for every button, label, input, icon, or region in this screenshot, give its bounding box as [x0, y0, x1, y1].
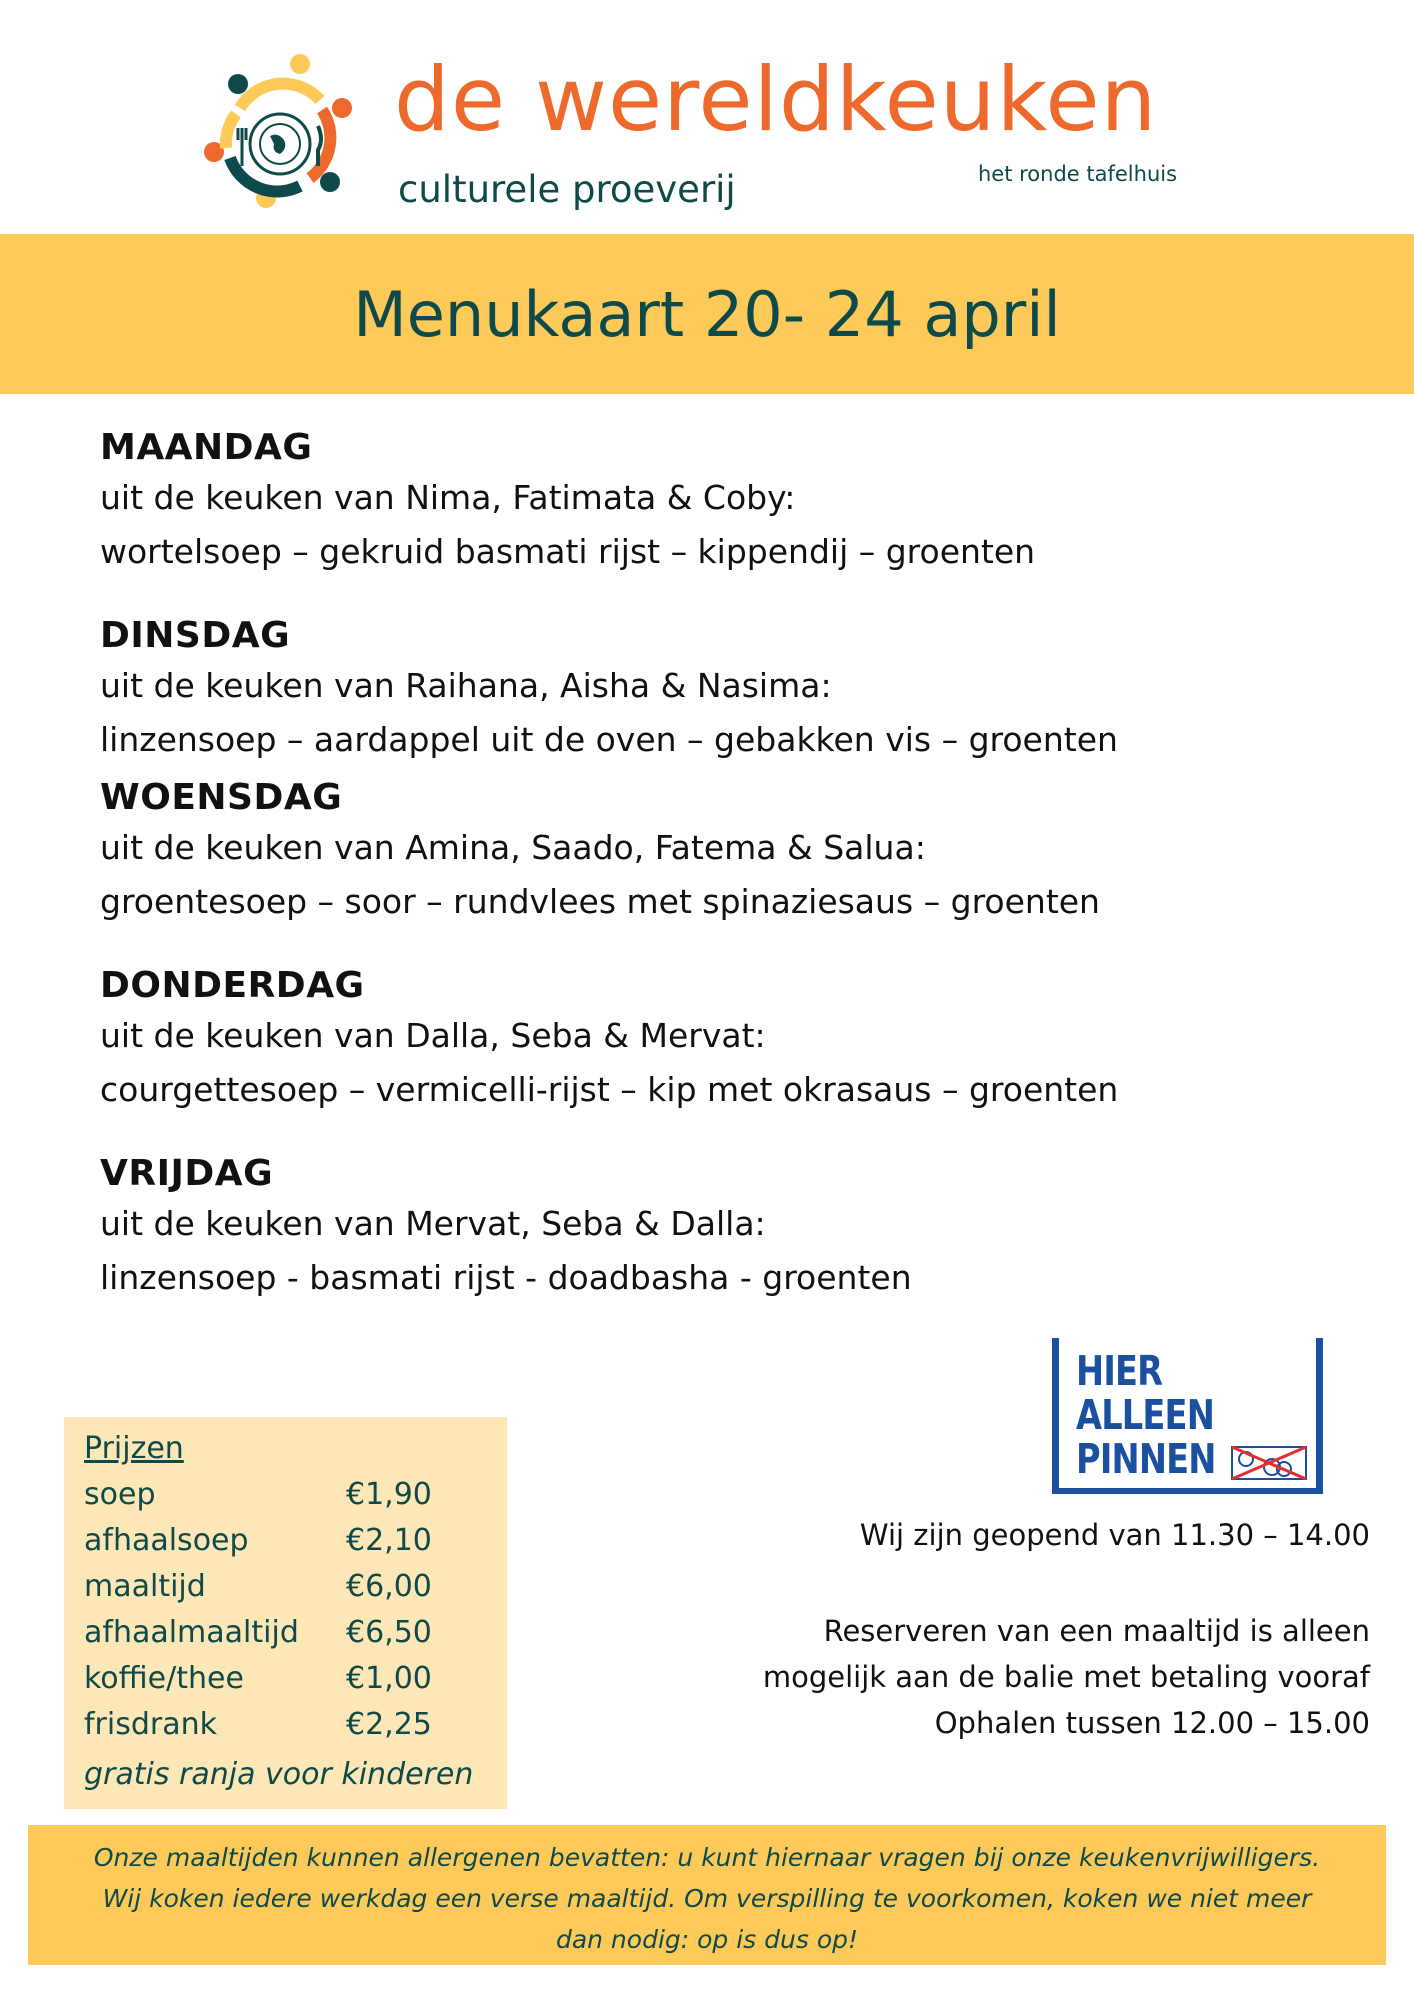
notice-text: [28, 1837, 1386, 1960]
menu-day-woensdag: [100, 775, 1340, 929]
pickup-hours: Ophalen tussen 12.00 – 15.00: [934, 1706, 1370, 1740]
price-row: [84, 1569, 494, 1615]
title-band: [0, 234, 1414, 394]
menu-day-maandag: [100, 425, 1340, 579]
notice-line2: Wij koken iedere werkdag een verse maaltijd. Om verspilling te voorkomen, koken we niet meer: [102, 1884, 1312, 1913]
sign-border: [1316, 1338, 1323, 1494]
sign-border: [1052, 1488, 1323, 1494]
day-cooks: uit de keuken van Nima, Fatimata & Coby:: [100, 478, 796, 517]
sign-border: [1052, 1338, 1059, 1494]
notice-line1: Onze maaltijden kunnen allergenen bevatten: u kunt hiernaar vragen bij onze keukenvrijwilligers.: [93, 1843, 1321, 1872]
price-item: frisdrank: [84, 1707, 218, 1742]
menu-day-donderdag: [100, 963, 1340, 1117]
day-dishes: courgettesoep – vermicelli-rijst – kip met okrasaus – groenten: [100, 1070, 1119, 1109]
day-dishes: wortelsoep – gekruid basmati rijst – kippendij – groenten: [100, 532, 1036, 571]
day-name: DONDERDAG: [100, 965, 365, 1006]
day-dishes: linzensoep - basmati rijst - doadbasha - groenten: [100, 1258, 912, 1297]
day-name: MAANDAG: [100, 427, 313, 468]
plate-fork-knife-globe-icon: [200, 48, 360, 218]
price-item: afhaalsoep: [84, 1523, 249, 1558]
price-amount: €1,90: [346, 1477, 432, 1512]
price-item: koffie/thee: [84, 1661, 244, 1696]
day-name: WOENSDAG: [100, 777, 343, 818]
reservation-info-line1: Reserveren van een maaltijd is alleen: [823, 1614, 1370, 1648]
day-cooks: uit de keuken van Dalla, Seba & Mervat:: [100, 1016, 766, 1055]
price-row: [84, 1523, 494, 1569]
day-dishes: groentesoep – soor – rundvlees met spinaziesaus – groenten: [100, 882, 1100, 921]
page-title: Menukaart 20- 24 april: [353, 278, 1061, 351]
price-item: soep: [84, 1477, 156, 1512]
day-name: VRIJDAG: [100, 1153, 274, 1194]
brand-tagline: het ronde tafelhuis: [978, 162, 1178, 186]
price-list-note: gratis ranja voor kinderen: [84, 1757, 474, 1792]
price-row: [84, 1615, 494, 1661]
day-cooks: uit de keuken van Raihana, Aisha & Nasima:: [100, 666, 832, 705]
pin-only-sign: [1000, 1333, 1378, 1497]
pin-sign-line2: PINNEN: [1076, 1435, 1216, 1483]
price-amount: €1,00: [346, 1661, 432, 1696]
price-amount: €2,25: [346, 1707, 432, 1742]
brand-subtitle: culturele proeverij: [398, 168, 736, 211]
price-row: [84, 1707, 494, 1753]
menu-day-dinsdag: [100, 613, 1340, 767]
reservation-info-line2: mogelijk aan de balie met betaling vooraf: [762, 1660, 1370, 1694]
price-item: maaltijd: [84, 1569, 206, 1604]
price-amount: €6,00: [346, 1569, 432, 1604]
price-row: [84, 1477, 494, 1523]
price-amount: €2,10: [346, 1523, 432, 1558]
price-amount: €6,50: [346, 1615, 432, 1650]
opening-hours: Wij zijn geopend van 11.30 – 14.00: [859, 1518, 1370, 1552]
pin-sign-line1: HIER ALLEEN: [1076, 1347, 1215, 1439]
notice-line3: dan nodig: op is dus op!: [555, 1925, 859, 1954]
day-name: DINSDAG: [100, 615, 291, 656]
day-dishes: linzensoep – aardappel uit de oven – gebakken vis – groenten: [100, 720, 1118, 759]
day-cooks: uit de keuken van Mervat, Seba & Dalla:: [100, 1204, 766, 1243]
no-cash-icon: [1230, 1443, 1310, 1483]
brand-name: de wereldkeuken: [394, 48, 1158, 151]
price-list: [64, 1417, 507, 1809]
price-item: afhaalmaaltijd: [84, 1615, 299, 1650]
header: [0, 0, 1414, 234]
price-list-title: Prijzen: [84, 1431, 184, 1466]
menu-day-vrijdag: [100, 1151, 1340, 1305]
allergen-notice: [28, 1825, 1386, 1965]
price-row: [84, 1661, 494, 1707]
day-cooks: uit de keuken van Amina, Saado, Fatema & Salua:: [100, 828, 926, 867]
